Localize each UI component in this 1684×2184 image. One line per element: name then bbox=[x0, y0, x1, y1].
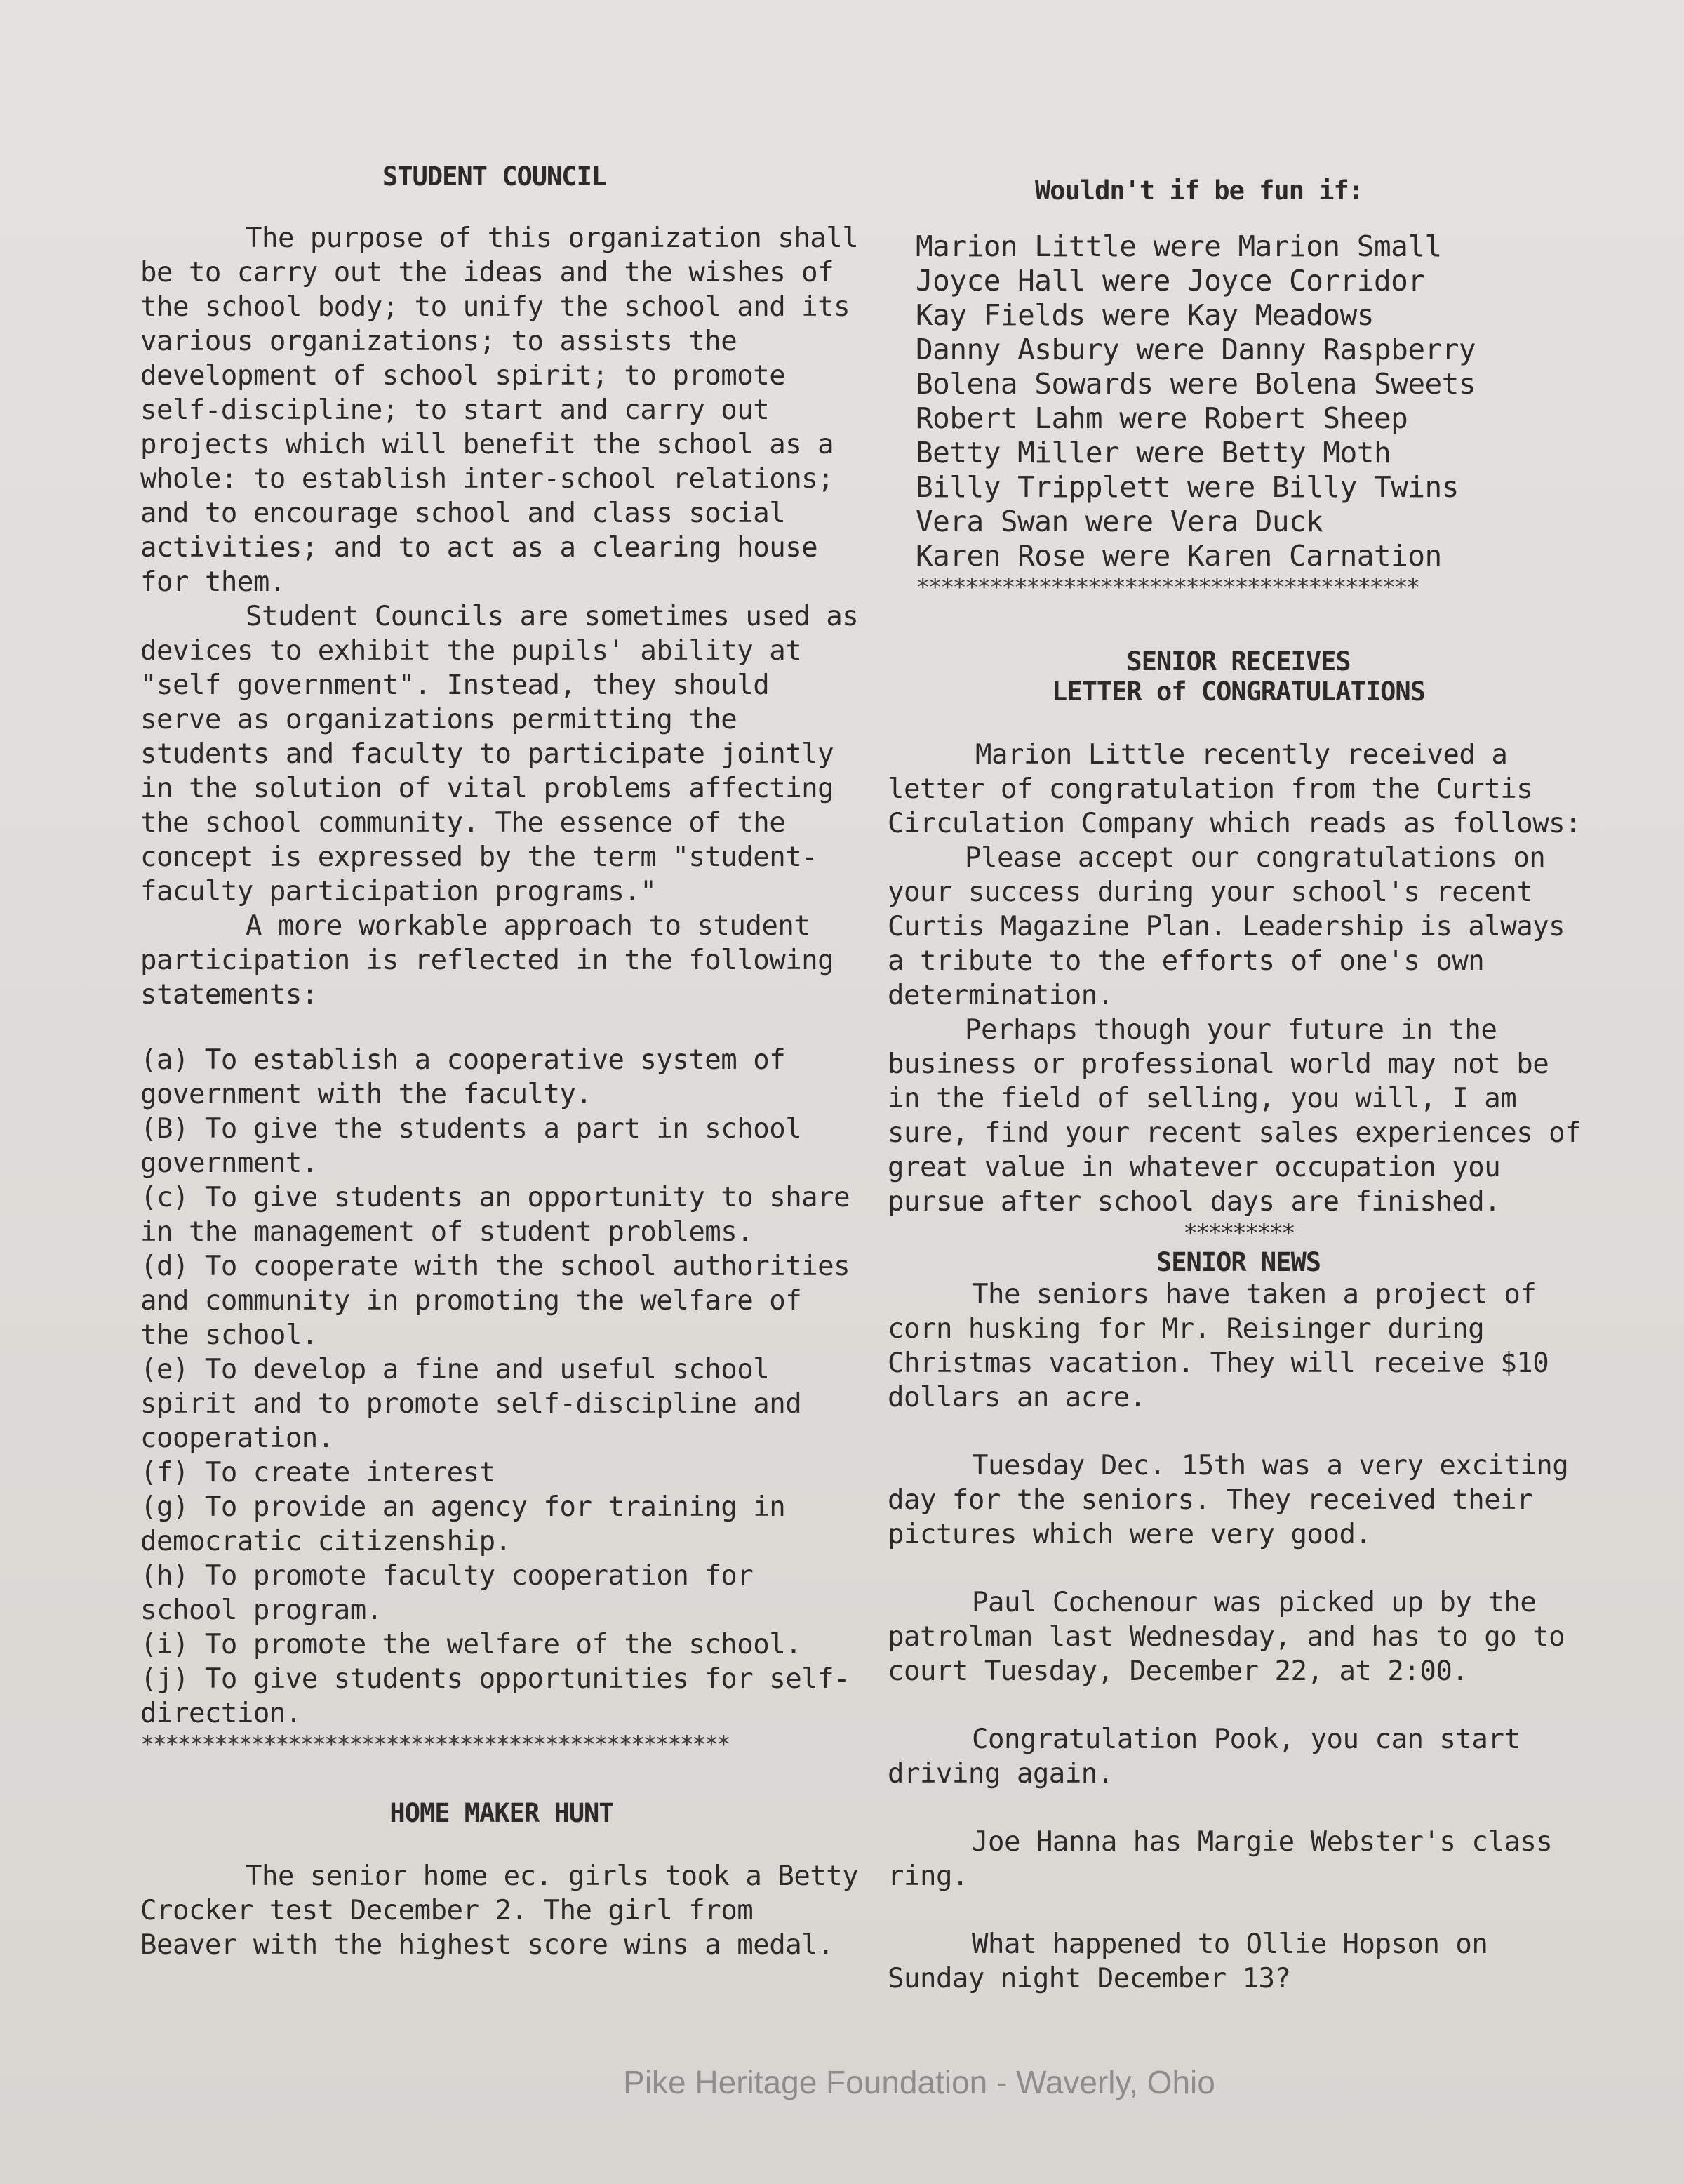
list-item: (f) To create interest bbox=[140, 1457, 495, 1489]
senior-news-item: The seniors have taken a project of corn husking for Mr. Reisinger during Christmas vacation. They will receive $10 dollars an acre. bbox=[888, 1279, 1549, 1413]
list-item: (B) To give the students a part in school government. bbox=[140, 1113, 802, 1179]
list-item: Billy Tripplett were Billy Twins bbox=[916, 470, 1459, 504]
senior-news-item: What happened to Ollie Hopson on Sunday night December 13? bbox=[888, 1929, 1488, 1995]
list-item: Kay Fields were Kay Meadows bbox=[916, 298, 1374, 332]
student-council-paragraph-3: A more workable approach to student participation is reflected in the following statements: bbox=[140, 910, 834, 1011]
list-item: (g) To provide an agency for training in democratic citizenship. bbox=[140, 1491, 786, 1557]
fun-heading: Wouldn't if be fun if: bbox=[1035, 175, 1364, 206]
list-item: Robert Lahm were Robert Sheep bbox=[916, 401, 1408, 435]
home-maker-heading: HOME MAKER HUNT bbox=[389, 1798, 614, 1828]
list-item: Bolena Sowards were Bolena Sweets bbox=[916, 367, 1476, 401]
star-divider: ********* bbox=[1183, 1219, 1294, 1247]
senior-news-item: Joe Hanna has Margie Webster's class ring. bbox=[888, 1826, 1553, 1892]
watermark: Pike Heritage Foundation - Waverly, Ohio bbox=[623, 2064, 1215, 2100]
list-item: Karen Rose were Karen Carnation bbox=[916, 539, 1442, 573]
senior-letter-paragraph-3: Perhaps though your future in the business or professional world may not be in the field of selling, you will, I am sure, find your recent sales experiences of great value in whatever occupation you pursue after school days are finished. bbox=[888, 1014, 1582, 1218]
list-item: (e) To develop a fine and useful school spirit and to promote self-discipline and cooperation. bbox=[140, 1354, 802, 1454]
senior-news-item: Congratulation Pook, you can start driving again. bbox=[888, 1724, 1521, 1790]
list-item: (i) To promote the welfare of the school. bbox=[140, 1629, 802, 1660]
senior-news-item: Tuesday Dec. 15th was a very exciting day for the seniors. They received their pictures which were very good. bbox=[888, 1450, 1569, 1550]
senior-news-item: Paul Cochenour was picked up by the patrolman last Wednesday, and has to go to court Tuesday, December 22, at 2:00. bbox=[888, 1587, 1565, 1687]
star-divider: ************************************************ bbox=[140, 1731, 729, 1759]
student-council-paragraph-1: The purpose of this organization shall be to carry out the ideas and the wishes of the school body; to unify the school and its various organizations; to assists the development of school spirit; to promote self-discipline; to start and carry out projects which will benefit the school as a whole: to establish inter-school relations; and to encourage school and class social activities; and to act as a clearing house for them. bbox=[140, 222, 859, 598]
student-council-list bbox=[140, 1043, 863, 1731]
left-column bbox=[140, 161, 863, 1962]
senior-letter-heading-2: LETTER of CONGRATULATIONS bbox=[1052, 677, 1425, 707]
right-column bbox=[888, 175, 1589, 1996]
list-item: (c) To give students an opportunity to share in the management of student problems. bbox=[140, 1182, 850, 1248]
list-item: Danny Asbury were Danny Raspberry bbox=[916, 333, 1476, 366]
student-council-paragraph-2: Student Councils are sometimes used as devices to exhibit the pupils' ability at "self government". Instead, they should serve as organizations permitting the students and faculty to participate jointly in the solution of vital problems affecting the school community. The essence of the concept is expressed by the term "student-faculty participation programs." bbox=[140, 601, 859, 907]
senior-letter-paragraph-1: Marion Little recently received a letter of congratulation from the Curtis Circulation Company which reads as follows: bbox=[888, 739, 1582, 839]
list-item: (h) To promote faculty cooperation for school program. bbox=[140, 1560, 754, 1626]
senior-letter-heading-1: SENIOR RECEIVES bbox=[1126, 646, 1351, 677]
student-council-heading: STUDENT COUNCIL bbox=[382, 161, 607, 192]
list-item: Marion Little were Marion Small bbox=[916, 229, 1442, 263]
senior-news-heading: SENIOR NEWS bbox=[1156, 1247, 1321, 1277]
list-item: (j) To give students opportunities for self-direction. bbox=[140, 1663, 850, 1729]
star-divider: ***************************************** bbox=[916, 573, 1419, 601]
home-maker-paragraph: The senior home ec. girls took a Betty Crocker test December 2. The girl from Beaver with the highest score wins a medal. bbox=[140, 1860, 859, 1961]
senior-letter-paragraph-2: Please accept our congratulations on your success during your school's recent Curtis Magazine Plan. Leadership is always a tribute to the efforts of one's own determination. bbox=[888, 842, 1565, 1011]
fun-list bbox=[888, 229, 1589, 601]
list-item: (d) To cooperate with the school authorities and community in promoting the welfare of the school. bbox=[140, 1251, 850, 1351]
list-item: Betty Miller were Betty Moth bbox=[916, 436, 1391, 470]
list-item: (a) To establish a cooperative system of government with the faculty. bbox=[140, 1044, 786, 1110]
list-item: Joyce Hall were Joyce Corridor bbox=[916, 264, 1425, 298]
list-item: Vera Swan were Vera Duck bbox=[916, 505, 1323, 538]
